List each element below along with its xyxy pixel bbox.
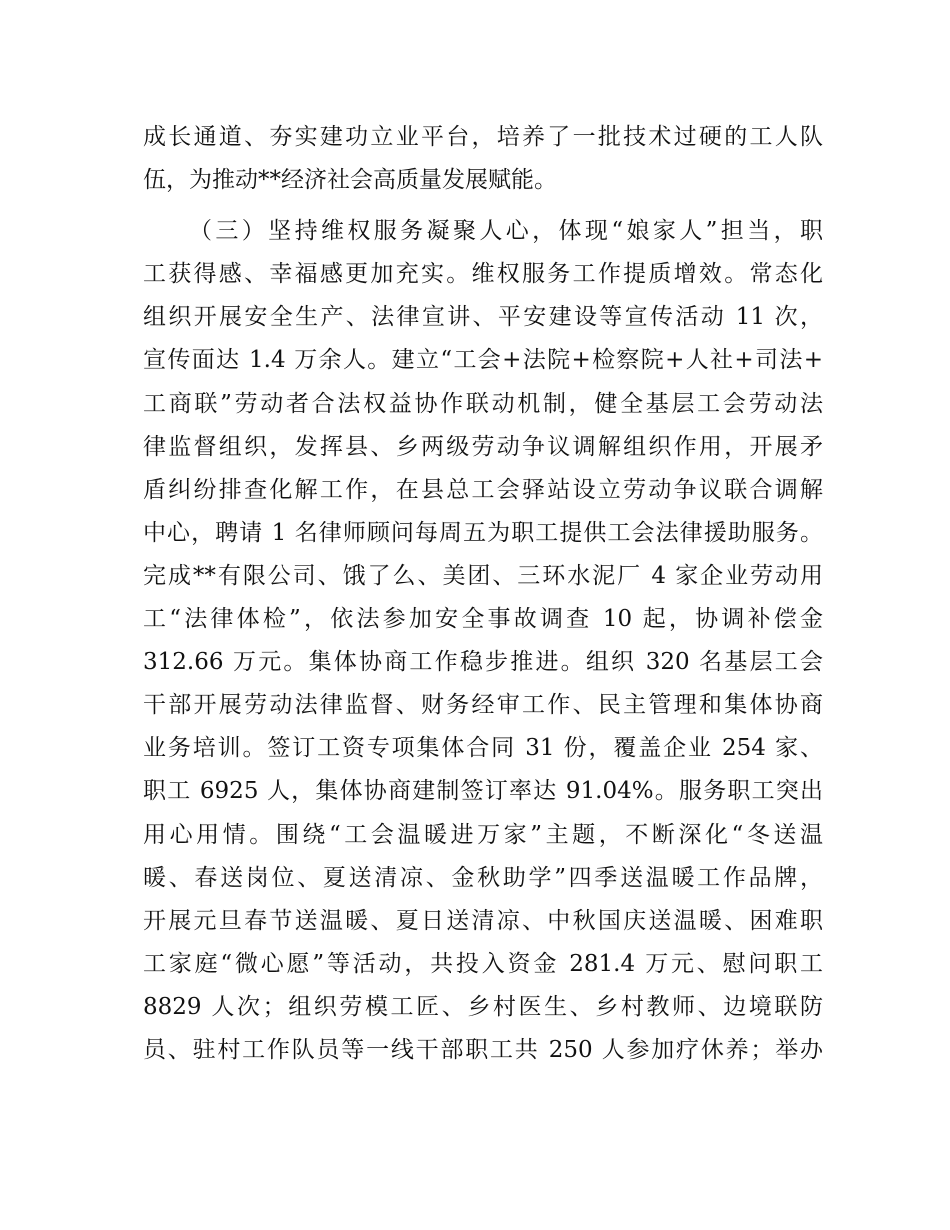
paragraph-gap	[143, 202, 823, 210]
paragraph-1-line-2: 伍，为推动**经济社会高质量发展赋能。	[143, 167, 557, 194]
paragraph-2-line-1: （三）坚持维权服务凝聚人心，体现“娘家人”担当，职	[189, 218, 823, 245]
paragraph-2-line-7: 盾纠纷排查化解工作，在县总工会驿站设立劳动争议联合调解	[143, 476, 823, 503]
paragraph-2-line-15: 用心用情。围绕“工会温暖进万家”主题，不断深化“冬送温	[143, 821, 823, 848]
paragraph-2-line-17: 开展元旦春节送温暖、夏日送清凉、中秋国庆送温暖、困难职	[143, 907, 823, 934]
paragraph-1-line-1: 成长通道、夯实建功立业平台，培养了一批技术过硬的工人队	[143, 124, 823, 150]
paragraph-2-line-18: 工家庭“微心愿”等活动，共投入资金 281.4 万元、慰问职工	[143, 950, 823, 977]
paragraph-2-line-5: 工商联”劳动者合法权益协作联动机制，健全基层工会劳动法	[143, 390, 823, 417]
paragraph-2-line-11: 312.66 万元。集体协商工作稳步推进。组织 320 名基层工会	[143, 649, 823, 676]
paragraph-2-line-6: 律监督组织，发挥县、乡两级劳动争议调解组织作用，开展矛	[143, 433, 823, 460]
paragraph-2-line-14: 职工 6925 人，集体协商建制签订率达 91.04%。服务职工突出	[143, 778, 823, 805]
paragraph-2-line-12: 干部开展劳动法律监督、财务经审工作、民主管理和集体协商	[143, 692, 823, 719]
paragraph-2-line-3: 组织开展安全生产、法律宣讲、平安建设等宣传活动 11 次，	[143, 304, 823, 331]
paragraph-2-line-19: 8829 人次；组织劳模工匠、乡村医生、乡村教师、边境联防	[143, 993, 823, 1020]
paragraph-2-line-9: 完成**有限公司、饿了么、美团、三环水泥厂 4 家企业劳动用	[143, 562, 823, 589]
paragraph-2-line-10: 工“法律体检”，依法参加安全事故调查 10 起，协调补偿金	[143, 606, 823, 633]
paragraph-2-line-13: 业务培训。签订工资专项集体合同 31 份，覆盖企业 254 家、	[143, 735, 823, 762]
paragraph-2-line-16: 暖、春送岗位、夏送清凉、金秋助学”四季送温暖工作品牌，	[143, 864, 823, 891]
document-body	[143, 116, 823, 1072]
paragraph-2-line-4: 宣传面达 1.4 万余人。建立“工会+法院+检察院+人社+司法+	[143, 347, 823, 374]
paragraph-2-line-20: 员、驻村工作队员等一线干部职工共 250 人参加疗休养；举办	[143, 1036, 823, 1063]
paragraph-2-line-2: 工获得感、幸福感更加充实。维权服务工作提质增效。常态化	[143, 261, 823, 288]
paragraph-2-line-8: 中心，聘请 1 名律师顾问每周五为职工提供工会法律援助服务。	[143, 519, 823, 546]
